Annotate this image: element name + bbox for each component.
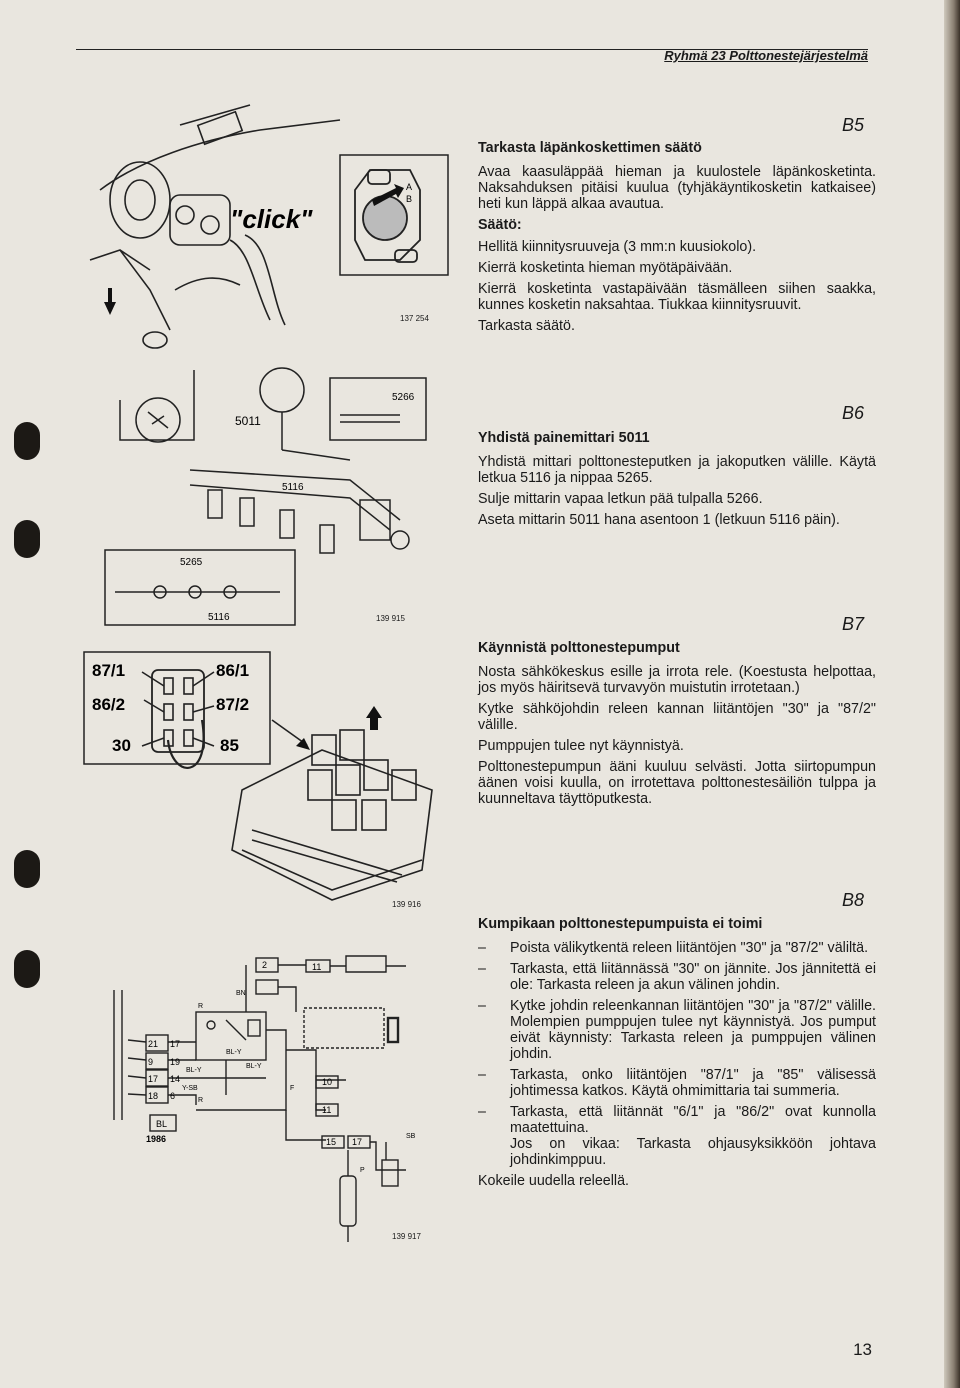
gauge-label-5011: 5011: [235, 414, 261, 428]
list-item: – Tarkasta, että liitännässä "30" on jännite. Jos jännitettä ei ole: Tarkasta releen ja akun välinen johdin.: [478, 961, 876, 993]
section-title: Käynnistä polttonestepumput: [478, 640, 680, 656]
adjust-label: Säätö:: [478, 217, 522, 233]
paragraph: Aseta mittarin 5011 hana asentoon 1 (letkuun 5116 päin).: [478, 512, 840, 528]
section-title: Yhdistä painemittari 5011: [478, 430, 650, 446]
relay-socket-illustration: [82, 650, 442, 905]
fuse-11b: 11: [322, 1105, 332, 1115]
step: Tarkasta säätö.: [478, 318, 575, 334]
wire-bl-y3: BL-Y: [246, 1063, 262, 1070]
section-code-b6: B6: [841, 403, 864, 423]
paragraph: Sulje mittarin vapaa letkun pää tulpalla 5266.: [478, 491, 763, 507]
section-code-b5: B5: [841, 115, 864, 135]
terminal-86-2: 86/2: [92, 695, 126, 714]
step: Hellitä kiinnitysruuveja (3 mm:n kuusiokolo).: [478, 239, 757, 255]
paragraph: Pumppujen tulee nyt käynnistyä.: [478, 738, 684, 754]
wire-sb: SB: [406, 1133, 416, 1140]
binder-hole: [14, 850, 40, 888]
fuse-14: 14: [170, 1074, 181, 1084]
paragraph: Nosta sähkökeskus esille ja irrota rele. (Koestusta helpottaa, jos myös häiritsevä turvavyön muistutin irrotetaan.): [478, 664, 876, 696]
page-header: Ryhmä 23 Polttonestejärjestelmä: [664, 48, 868, 63]
paragraph: Avaa kaasuläppää hieman ja kuulostele läpänkosketinta. Naksahduksen pitäisi kuulua (tyhjäkäyntikosketin katkaisee) heti kun läppä alkaa avautua.: [478, 164, 876, 212]
section-title: Kumpikaan polttonestepumpuista ei toimi: [478, 916, 763, 932]
binder-hole: [14, 422, 40, 460]
model-year: 1986: [146, 1134, 167, 1144]
fuse-21: 21: [148, 1039, 159, 1049]
wire-bl-y: BL-Y: [186, 1067, 202, 1074]
pressure-gauge-illustration: [100, 360, 440, 635]
label-b: B: [406, 194, 413, 204]
list-item: – Kytke johdin releenkannan liitäntöjen "30" ja "87/2" välille. Molempien pumppujen tulee nyt käynnistyä. Jos pumput eivät käynnisty: Tarkasta releen ja pumppujen välinen johdin.: [478, 998, 876, 1062]
wire-p: P: [360, 1167, 365, 1174]
figure-number: 139 917: [392, 1232, 421, 1241]
wire-r2: R: [198, 1097, 204, 1104]
click-label: "click": [230, 204, 313, 234]
figure-number: 137 254: [400, 314, 429, 323]
terminal-30: 30: [112, 736, 131, 755]
section-b6: [478, 430, 876, 533]
figure-number: 139 916: [392, 900, 421, 909]
check-list: [478, 940, 876, 1168]
binder-hole: [14, 950, 40, 988]
list-item: – Tarkasta, että liitännät "6/1" ja "86/2" ovat kunnolla maatettuina. Jos on vikaa: Tarkasta ohjausyksikköön johtava johdinkimppuu.: [478, 1104, 876, 1168]
fuse-2: 2: [262, 960, 268, 970]
paragraph: Polttonestepumpun ääni kuuluu selvästi. Jotta siirtopumpun äänen voisi kuulla, on irrotettava polttonestesäiliön tulppa ja kuunneltava täyttöputkesta.: [478, 759, 876, 807]
wire-bn: BN: [236, 990, 246, 997]
fuse-18: 18: [148, 1091, 159, 1101]
section-b8: [478, 916, 876, 1194]
wire-r: R: [198, 1003, 204, 1010]
wiring-diagram: [86, 950, 436, 1250]
figure-number: 139 915: [376, 614, 405, 623]
page-number: 13: [853, 1340, 872, 1359]
fuse-19: 19: [170, 1057, 181, 1067]
list-item: – Poista välikytkentä releen liitäntöjen "30" ja "87/2" väliltä.: [478, 940, 869, 956]
step: Kierrä kosketinta vastapäivään täsmälleen siihen saakka, kunnes kosketin naksahtaa. Tiukkaa kiinnitysruuvit.: [478, 281, 876, 313]
wire-f: F: [290, 1085, 295, 1092]
paragraph: Yhdistä mittari polttonesteputken ja jakoputken välille. Käytä letkua 5116 ja nippaa 5265.: [478, 454, 876, 486]
section-b5: [478, 140, 876, 339]
plug-label-5266: 5266: [392, 392, 415, 403]
step: Kierrä kosketinta hieman myötäpäivään.: [478, 260, 733, 276]
binder-hole: [14, 520, 40, 558]
section-title: Tarkasta läpänkoskettimen säätö: [478, 140, 702, 156]
fuse-17b: 17: [170, 1039, 181, 1049]
list-item: – Tarkasta, onko liitäntöjen "87/1" ja "85" välisessä johtimessa katkos. Käytä ohmimittaria tai summeria.: [478, 1067, 876, 1099]
section-code-b7: B7: [841, 614, 864, 634]
terminal-87-2: 87/2: [216, 695, 250, 714]
fuse-15: 15: [326, 1137, 337, 1147]
fuse-6: 6: [170, 1091, 176, 1101]
nipple-label-5265: 5265: [180, 557, 203, 568]
terminal-85: 85: [220, 736, 239, 755]
label-a: A: [406, 182, 413, 192]
ground-bl: BL: [156, 1119, 168, 1129]
fuse-11: 11: [312, 962, 322, 972]
fuse-9: 9: [148, 1057, 154, 1067]
terminal-87-1: 87/1: [92, 661, 126, 680]
section-code-b8: B8: [841, 890, 864, 910]
fuse-10: 10: [322, 1077, 333, 1087]
hose-label-5116-kit: 5116: [208, 612, 230, 623]
page-edge-shadow: [944, 0, 960, 1388]
fuse-17: 17: [148, 1074, 159, 1084]
list-item-note: Jos on vikaa: Tarkasta ohjausyksikköön johtava johdinkimppuu.: [510, 1136, 876, 1168]
paragraph: Kytke sähköjohdin releen kannan liitäntöjen "30" ja "87/2" välille.: [478, 701, 876, 733]
section-b7: [478, 640, 876, 812]
wire-y-sb: Y-SB: [182, 1085, 198, 1092]
paragraph: Kokeile uudella releellä.: [478, 1173, 630, 1189]
wire-bl-y2: BL-Y: [226, 1049, 242, 1056]
terminal-86-1: 86/1: [216, 661, 250, 680]
fuse-17c: 17: [352, 1137, 363, 1147]
hose-label-5116: 5116: [282, 482, 304, 493]
